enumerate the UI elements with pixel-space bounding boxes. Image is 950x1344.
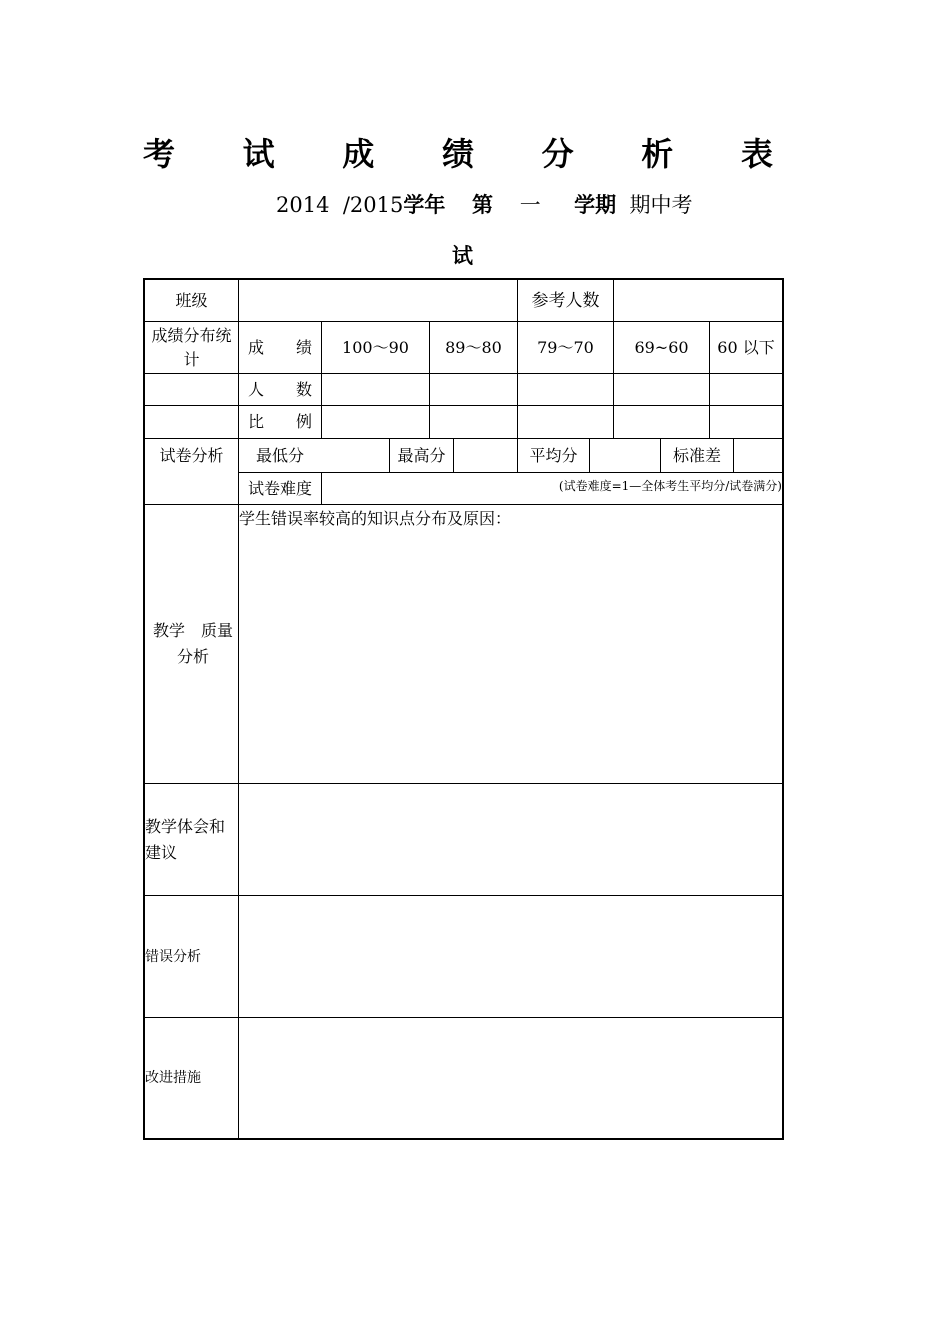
difficulty-label: 试卷难度 — [247, 478, 312, 498]
title-char: 表 — [740, 135, 773, 173]
people-value[interactable] — [710, 374, 782, 405]
class-label: 班级 — [175, 290, 208, 310]
term-line — [276, 190, 796, 220]
term-number: 一 — [519, 193, 541, 217]
error-analysis-label: 错误分析 — [145, 948, 201, 965]
range-89-80: 89～80 — [445, 337, 502, 357]
di-label: 第 — [472, 193, 494, 217]
avg-score-value[interactable] — [590, 439, 660, 472]
title-char: 试 — [242, 135, 275, 173]
exam-type: 期中考 — [629, 193, 693, 217]
year-end: /2015 — [342, 193, 404, 217]
min-score-value[interactable] — [322, 439, 389, 472]
experience-label: 教学体会和建议 — [145, 816, 226, 862]
quality-analysis-content[interactable] — [239, 532, 782, 782]
min-score-label: 最低分 — [255, 445, 304, 465]
range-below-60: 60 以下 — [717, 337, 775, 357]
range-100-90: 100～90 — [342, 337, 409, 357]
range-69-60: 69~60 — [634, 337, 689, 357]
ratio-value[interactable] — [710, 406, 782, 438]
ratio-value[interactable] — [430, 406, 517, 438]
ratio-value[interactable] — [518, 406, 613, 438]
year-start: 2014 — [276, 193, 330, 217]
improvement-content[interactable] — [239, 1018, 782, 1138]
range-79-70: 79～70 — [537, 337, 594, 357]
people-value[interactable] — [614, 374, 709, 405]
document-title — [143, 130, 773, 174]
max-score-value[interactable] — [454, 439, 517, 472]
max-score-label: 最高分 — [397, 445, 446, 465]
difficulty-formula: (试卷难度=1—全体考生平均分/试卷满分) — [558, 478, 782, 493]
ratio-value[interactable] — [614, 406, 709, 438]
std-dev-label: 标准差 — [672, 445, 721, 465]
people-label: 人 数 — [247, 379, 312, 399]
people-value[interactable] — [430, 374, 517, 405]
avg-score-label: 平均分 — [529, 445, 578, 465]
quality-analysis-label: 教学 质量分析 — [152, 621, 233, 666]
ratio-value[interactable] — [322, 406, 429, 438]
participants-value[interactable] — [614, 280, 782, 321]
xueqi-label: 学期 — [574, 193, 617, 217]
title-char: 析 — [641, 135, 674, 173]
distribution-label: 成绩分布统计 — [151, 325, 232, 369]
exam-type-continued: 试 — [452, 244, 473, 268]
people-value[interactable] — [322, 374, 429, 405]
error-analysis-content[interactable] — [239, 896, 782, 1017]
title-char: 绩 — [441, 135, 474, 173]
paper-analysis-label: 试卷分析 — [159, 445, 224, 465]
participants-label: 参考人数 — [531, 290, 600, 311]
score-label: 成 绩 — [247, 337, 312, 357]
title-char: 考 — [143, 135, 176, 173]
class-value[interactable] — [239, 280, 517, 321]
improvement-label: 改进措施 — [145, 1070, 201, 1086]
xuenian-label: 学年 — [403, 193, 446, 217]
analysis-table — [143, 278, 784, 1140]
ratio-label: 比 例 — [247, 412, 312, 431]
std-dev-value[interactable] — [734, 439, 782, 472]
title-char: 成 — [342, 135, 375, 173]
people-value[interactable] — [518, 374, 613, 405]
experience-content[interactable] — [239, 784, 782, 895]
quality-prompt: 学生错误率较高的知识点分布及原因： — [239, 509, 512, 528]
title-char: 分 — [541, 135, 574, 173]
